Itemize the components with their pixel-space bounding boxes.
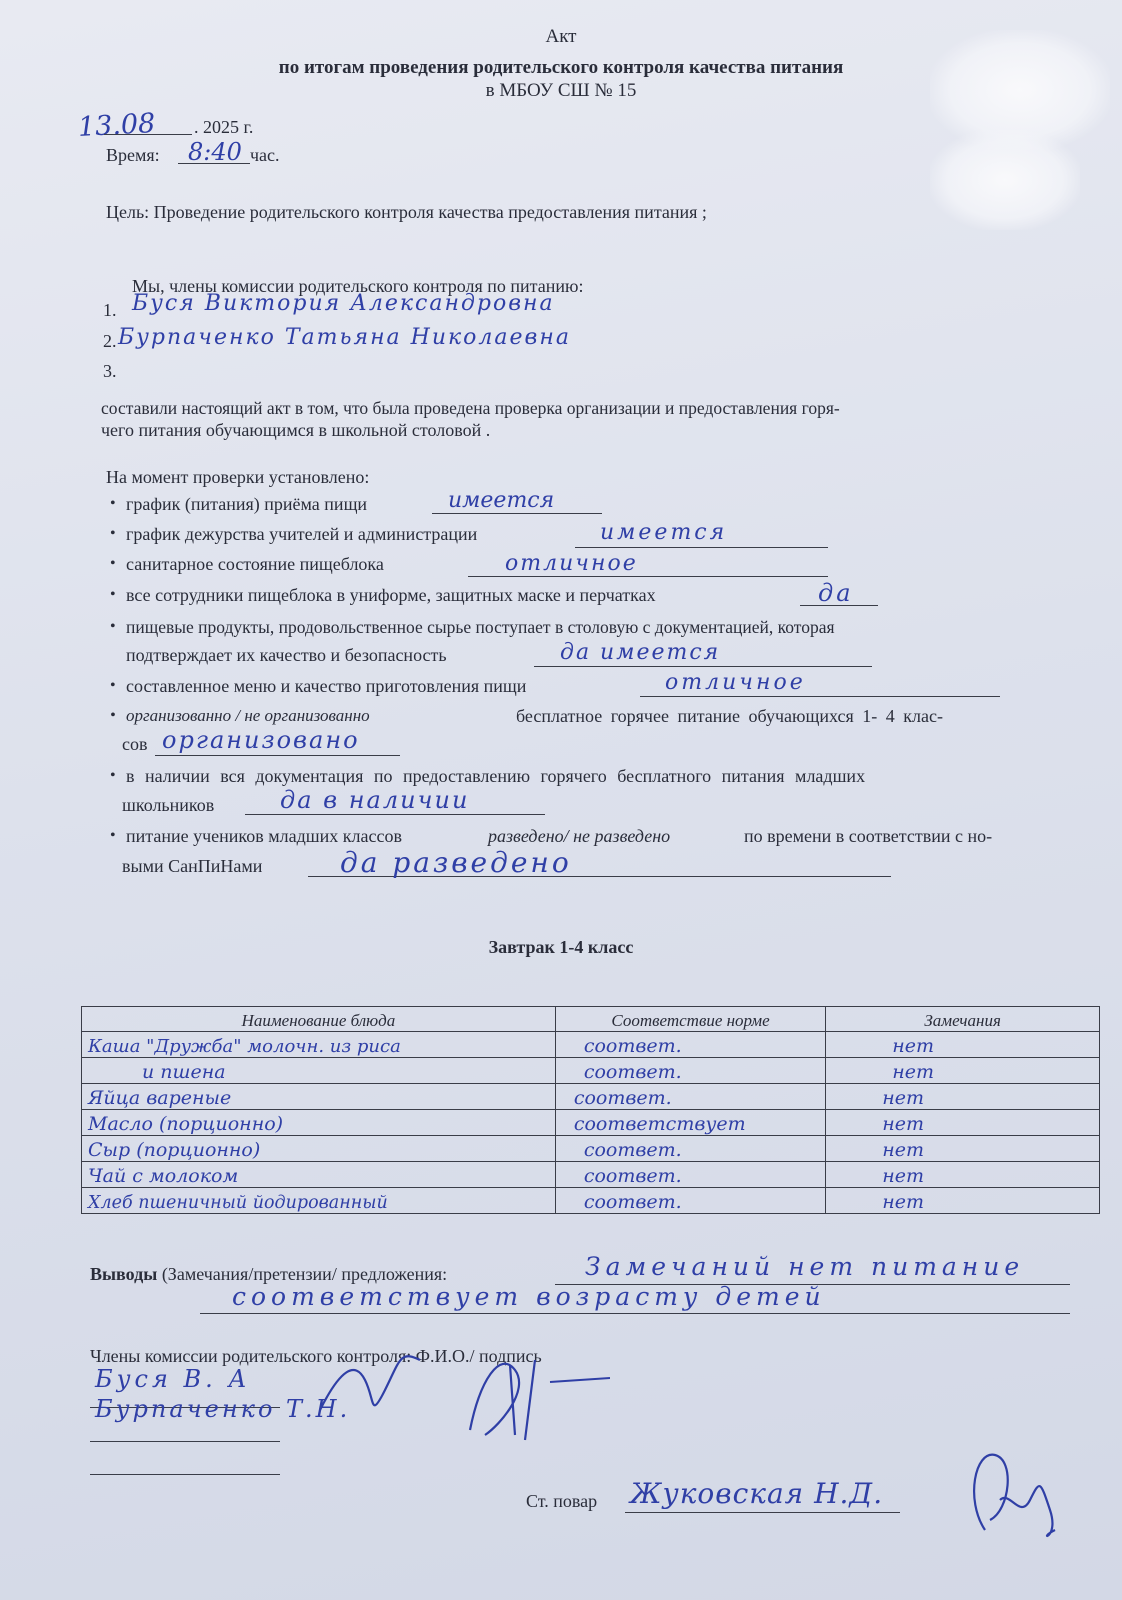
finding-line [432,513,602,514]
member-name: Буся Виктория Александровна [132,291,555,316]
cook-line [625,1512,900,1513]
finding-line [155,755,400,756]
finding-label: сов [122,734,148,754]
dish-name: Хлеб пшеничный йодированный [82,1188,556,1214]
finding-value: да имеется [560,640,721,665]
finding-label: • составленное меню и качество приготовления пищи [126,676,526,697]
doc-school: в МБОУ СШ № 15 [485,80,637,101]
conclusions-value: соответствует возрасту детей [232,1282,826,1311]
finding-value: имеется [448,488,555,513]
doc-subtitle: по итогам проведения родительского контроля качества питания [278,57,844,78]
time-handwritten: 8:40 [188,138,242,166]
table-row [82,1188,1100,1214]
finding-value: отличное [665,670,806,695]
finding-value: организовано [162,726,360,754]
dish-name: Чай с молоком [82,1162,556,1188]
date-handwritten: 13.08 [77,107,157,144]
cook-signature-scribble [955,1440,1065,1550]
signature-line [90,1474,280,1475]
dish-remark: нет [826,1084,1100,1110]
finding-label: • график (питания) приёма пищи [126,494,367,515]
dish-norm: соответ. [555,1136,825,1162]
finding-italic: • организованно / не организованно [126,706,370,726]
dish-norm: соответ. [555,1084,825,1110]
dish-name: Каша "Дружба" молочн. из риса [82,1032,556,1058]
finding-line [640,696,1000,697]
dish-remark: нет [826,1032,1100,1058]
finding-value: да в наличии [280,786,470,814]
finding-value: отличное [505,551,638,576]
cook-label: Ст. повар [526,1491,598,1511]
table-row [82,1136,1100,1162]
conclusions-value: Замечаний нет питание [585,1252,1025,1281]
dish-remark: нет [826,1058,1100,1084]
signature-name: Буся В. А [95,1365,251,1393]
date-year: . 2025 г. [194,117,254,137]
member-name: Бурпаченко Татьяна Николаевна [118,325,571,350]
dish-norm: соответ. [555,1032,825,1058]
table-row [82,1162,1100,1188]
finding-value: да [818,579,854,607]
findings-intro: На момент проверки установлено: [106,467,370,487]
time-suffix: час. [250,145,280,165]
dish-remark: нет [826,1162,1100,1188]
finding-value: имеется [600,520,728,545]
time-line [178,163,250,164]
table-title: Завтрак 1-4 класс [488,937,634,957]
table-row [82,1110,1100,1136]
goal-text: Цель: Проведение родительского контроля качества предоставления питания ; [106,202,707,222]
finding-label: подтверждает их качество и безопасность [126,645,447,665]
table-row [82,1032,1100,1058]
finding-italic: разведено/ не разведено [488,826,671,846]
column-header: Соответствие норме [555,1007,825,1032]
finding-label: • пищевые продукты, продовольственное сырье поступает в столовую с документацией, которая [126,617,835,638]
finding-label: • график дежурства учителей и администрации [126,524,477,545]
dish-norm: соответ. [555,1058,825,1084]
act-text-line: составили настоящий акт в том, что была проведена проверка организации и предоставления горя- [101,398,840,418]
conclusions-label-bold: Выводы [90,1264,158,1284]
dish-remark: нет [826,1136,1100,1162]
finding-value: да разведено [340,846,572,879]
dish-norm: соответ. [555,1188,825,1214]
cook-name: Жуковская Н.Д. [630,1477,884,1510]
finding-label: школьников [122,795,215,815]
date-line [104,134,192,135]
table-header-row [82,1007,1100,1032]
signature-name: Бурпаченко Т.Н. [95,1395,351,1423]
dish-norm: соответ. [555,1162,825,1188]
dish-name: Масло (порционно) [82,1110,556,1136]
finding-label: • все сотрудники пищеблока в униформе, защитных маске и перчатках [126,585,656,606]
member-num: 3. [103,361,117,381]
doc-title: Акт [545,26,577,47]
menu-table [81,1006,1100,1214]
finding-line [575,547,828,548]
conclusions-label-rest: (Замечания/претензии/ предложения: [161,1264,448,1284]
dish-norm: соответствует [555,1110,825,1136]
dish-remark: нет [826,1188,1100,1214]
finding-label: выми СанПиНами [122,856,263,876]
column-header: Наименование блюда [82,1007,556,1032]
act-text-line: чего питания обучающимся в школьной столовой . [101,420,491,440]
finding-label: по времени в соответствии с но- [744,826,993,846]
finding-line [534,666,872,667]
dish-name: Яйца вареные [82,1084,556,1110]
time-label: Время: [106,145,160,165]
members-intro: Мы, члены комиссии родительского контроля по питанию: [132,276,584,296]
finding-label: • в наличии вся документация по предоставлению горячего бесплатного питания младших [126,766,865,787]
table-row [82,1084,1100,1110]
signatures-label: Члены комиссии родительского контроля: Ф.И.О./ подпись [90,1346,542,1366]
signature-scribble [310,1340,610,1450]
member-num: 1. [103,300,117,320]
finding-label: • питание учеников младших классов [126,826,402,847]
dish-name: Сыр (порционно) [82,1136,556,1162]
finding-line [468,576,828,577]
dish-remark: нет [826,1110,1100,1136]
glare [930,130,1080,230]
finding-line [245,814,545,815]
member-num: 2. [103,331,117,351]
finding-label: • санитарное состояние пищеблока [126,554,384,575]
table-row [82,1058,1100,1084]
dish-name: и пшена [82,1058,556,1084]
finding-label: бесплатное горячее питание обучающихся 1- 4 клас- [516,706,943,726]
signature-line [90,1441,280,1442]
conclusions-line [200,1313,1070,1314]
column-header: Замечания [826,1007,1100,1032]
